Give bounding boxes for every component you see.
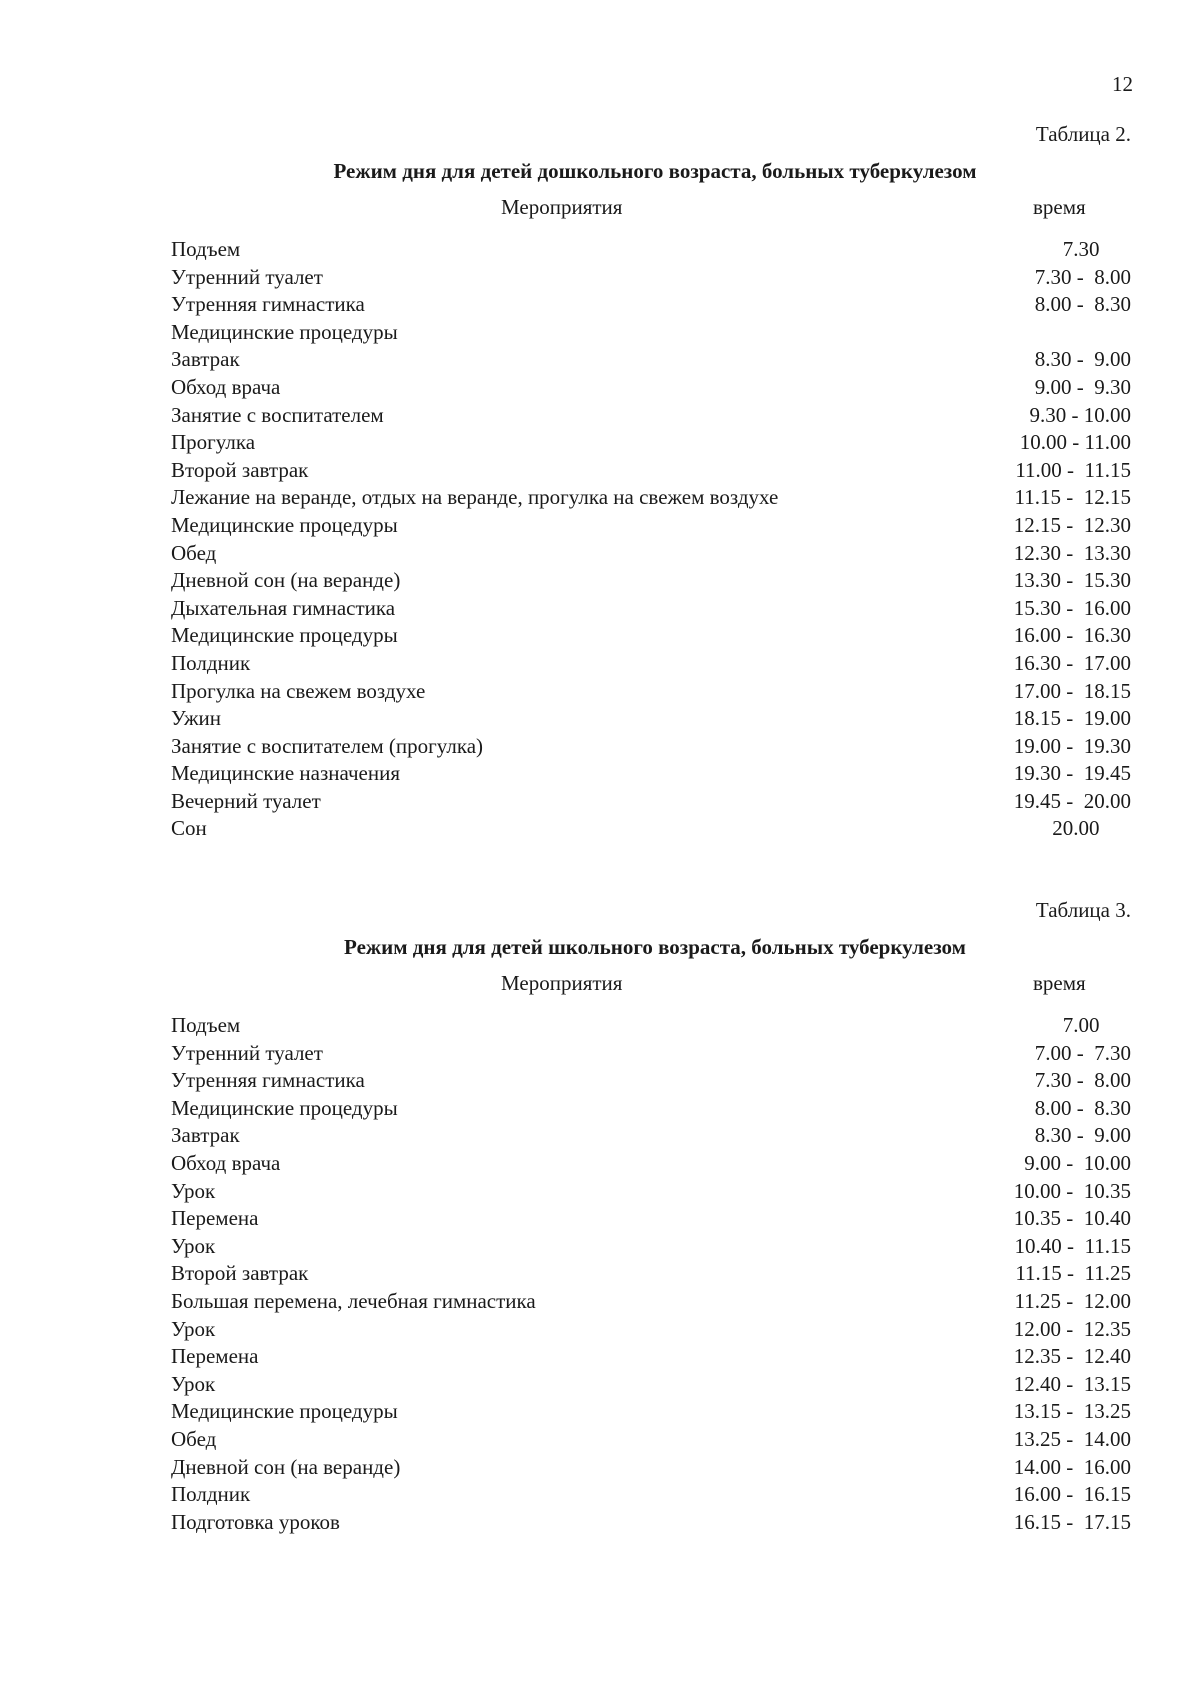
time-cell: 9.30 - 10.00 bbox=[1029, 402, 1131, 427]
table-row bbox=[171, 1205, 1131, 1233]
time-cell: 16.00 - 16.30 bbox=[1013, 623, 1131, 648]
table-row bbox=[171, 1095, 1131, 1123]
time-cell: 12.35 - 12.40 bbox=[1013, 1344, 1131, 1369]
table-row bbox=[171, 1122, 1131, 1150]
activity-cell: Медицинские процедуры bbox=[171, 1399, 398, 1424]
table-row bbox=[171, 1454, 1131, 1482]
activity-cell: Обед bbox=[171, 1426, 217, 1451]
time-cell: 13.25 - 14.00 bbox=[1013, 1426, 1131, 1451]
time-cell: 17.00 - 18.15 bbox=[1013, 678, 1131, 703]
activity-cell: Медицинские процедуры bbox=[171, 319, 398, 344]
time-cell: 8.30 - 9.00 bbox=[1034, 347, 1131, 372]
time-cell: 20.00 bbox=[1052, 816, 1131, 841]
column-header-time: время bbox=[1033, 195, 1086, 219]
activity-cell: Перемена bbox=[171, 1344, 259, 1369]
table-row bbox=[171, 1012, 1131, 1040]
time-cell: 9.00 - 9.30 bbox=[1034, 374, 1131, 399]
time-cell: 7.30 bbox=[1062, 237, 1131, 261]
time-cell: 10.40 - 11.15 bbox=[1014, 1233, 1131, 1258]
schedule-rows bbox=[171, 236, 1131, 843]
time-cell: 8.30 - 9.00 bbox=[1034, 1123, 1131, 1148]
table-row bbox=[171, 1371, 1131, 1399]
table-row bbox=[171, 1233, 1131, 1261]
time-cell: 10.00 - 11.00 bbox=[1019, 430, 1131, 455]
time-cell: 11.00 - 11.15 bbox=[1015, 457, 1131, 482]
table-row bbox=[171, 1260, 1131, 1288]
table-row bbox=[171, 457, 1131, 485]
time-cell: 10.00 - 10.35 bbox=[1013, 1178, 1131, 1203]
time-cell: 16.15 - 17.15 bbox=[1013, 1509, 1131, 1534]
time-cell: 9.00 - 10.00 bbox=[1024, 1150, 1131, 1175]
table-caption: Таблица 2. bbox=[1035, 122, 1131, 146]
activity-cell: Дневной сон (на веранде) bbox=[171, 568, 401, 593]
table-row bbox=[171, 678, 1131, 706]
activity-cell: Ужин bbox=[171, 706, 222, 731]
table-row bbox=[171, 402, 1131, 430]
table-row bbox=[171, 650, 1131, 678]
activity-cell: Завтрак bbox=[171, 1123, 240, 1148]
table-row bbox=[171, 264, 1131, 292]
time-cell: 12.40 - 13.15 bbox=[1013, 1371, 1131, 1396]
time-cell: 14.00 - 16.00 bbox=[1013, 1454, 1131, 1479]
time-cell: 19.30 - 19.45 bbox=[1013, 761, 1131, 786]
table-row bbox=[171, 346, 1131, 374]
activity-cell: Обед bbox=[171, 540, 217, 565]
activity-cell: Урок bbox=[171, 1316, 216, 1341]
column-header-activity: Мероприятия bbox=[501, 971, 623, 995]
table-title: Режим дня для детей дошкольного возраста, больных туберкулезом bbox=[333, 159, 977, 183]
activity-cell: Урок bbox=[171, 1233, 216, 1258]
time-cell: 12.00 - 12.35 bbox=[1013, 1316, 1131, 1341]
activity-cell: Медицинские процедуры bbox=[171, 1095, 398, 1120]
activity-cell: Дыхательная гимнастика bbox=[171, 595, 396, 620]
activity-cell: Дневной сон (на веранде) bbox=[171, 1454, 401, 1479]
activity-cell: Прогулка bbox=[171, 430, 256, 455]
time-cell: 11.15 - 12.15 bbox=[1014, 485, 1131, 510]
time-cell: 7.00 bbox=[1062, 1013, 1131, 1037]
table-row bbox=[171, 1398, 1131, 1426]
activity-cell: Обход врача bbox=[171, 1150, 281, 1175]
table-row bbox=[171, 1040, 1131, 1068]
table-row bbox=[171, 540, 1131, 568]
time-cell: 8.00 - 8.30 bbox=[1034, 1095, 1131, 1120]
activity-cell: Прогулка на свежем воздухе bbox=[171, 678, 426, 703]
table-row bbox=[171, 1316, 1131, 1344]
table-row bbox=[171, 429, 1131, 457]
time-cell: 7.30 - 8.00 bbox=[1034, 264, 1131, 289]
time-cell: 13.30 - 15.30 bbox=[1013, 568, 1131, 593]
table-row bbox=[171, 760, 1131, 788]
activity-cell: Второй завтрак bbox=[171, 457, 309, 482]
activity-cell: Завтрак bbox=[171, 347, 240, 372]
table-caption: Таблица 3. bbox=[1035, 898, 1131, 922]
activity-cell: Урок bbox=[171, 1371, 216, 1396]
column-header-activity: Мероприятия bbox=[501, 195, 623, 219]
time-cell: 15.30 - 16.00 bbox=[1013, 595, 1131, 620]
time-cell: 10.35 - 10.40 bbox=[1013, 1206, 1131, 1231]
time-cell: 19.00 - 19.30 bbox=[1013, 733, 1131, 758]
activity-cell: Полдник bbox=[171, 1482, 251, 1507]
table-header bbox=[171, 191, 1131, 235]
table-row bbox=[171, 622, 1131, 650]
table-title: Режим дня для детей школьного возраста, больных туберкулезом bbox=[344, 935, 966, 959]
page-number: 12 bbox=[1112, 72, 1133, 96]
table-row bbox=[171, 1150, 1131, 1178]
activity-cell: Занятие с воспитателем bbox=[171, 402, 384, 427]
time-cell: 16.30 - 17.00 bbox=[1013, 650, 1131, 675]
activity-cell: Обход врача bbox=[171, 374, 281, 399]
table-row bbox=[171, 291, 1131, 319]
activity-cell: Полдник bbox=[171, 650, 251, 675]
table-row bbox=[171, 705, 1131, 733]
time-cell: 11.15 - 11.25 bbox=[1015, 1261, 1131, 1286]
time-cell: 16.00 - 16.15 bbox=[1013, 1482, 1131, 1507]
table-header bbox=[171, 967, 1131, 1011]
time-cell: 7.30 - 8.00 bbox=[1034, 1068, 1131, 1093]
time-cell: 8.00 - 8.30 bbox=[1034, 292, 1131, 317]
time-cell: 11.25 - 12.00 bbox=[1014, 1288, 1131, 1313]
table-3-section bbox=[171, 893, 1131, 1536]
activity-cell: Медицинские процедуры bbox=[171, 512, 398, 537]
table-row bbox=[171, 236, 1131, 264]
activity-cell: Утренний туалет bbox=[171, 264, 323, 289]
table-row bbox=[171, 1426, 1131, 1454]
activity-cell: Перемена bbox=[171, 1206, 259, 1231]
column-header-time: время bbox=[1033, 971, 1086, 995]
time-cell: 13.15 - 13.25 bbox=[1013, 1399, 1131, 1424]
table-row bbox=[171, 733, 1131, 761]
activity-cell: Утренний туалет bbox=[171, 1040, 323, 1065]
table-row bbox=[171, 1481, 1131, 1509]
table-row bbox=[171, 788, 1131, 816]
table-row bbox=[171, 484, 1131, 512]
table-row bbox=[171, 374, 1131, 402]
time-cell: 12.15 - 12.30 bbox=[1013, 512, 1131, 537]
time-cell: 19.45 - 20.00 bbox=[1013, 788, 1131, 813]
time-cell: 18.15 - 19.00 bbox=[1013, 706, 1131, 731]
activity-cell: Подъем bbox=[171, 1013, 241, 1037]
table-row bbox=[171, 1067, 1131, 1095]
table-row bbox=[171, 595, 1131, 623]
table-row bbox=[171, 319, 1131, 347]
activity-cell: Сон bbox=[171, 816, 207, 841]
table-row bbox=[171, 1288, 1131, 1316]
activity-cell: Медицинские назначения bbox=[171, 761, 401, 786]
activity-cell: Вечерний туалет bbox=[171, 788, 321, 813]
table-2-section bbox=[171, 117, 1131, 843]
activity-cell: Лежание на веранде, отдых на веранде, прогулка на свежем воздухе bbox=[171, 485, 779, 510]
table-row bbox=[171, 1178, 1131, 1206]
activity-cell: Утренняя гимнастика bbox=[171, 1068, 365, 1093]
activity-cell: Медицинские процедуры bbox=[171, 623, 398, 648]
activity-cell: Большая перемена, лечебная гимнастика bbox=[171, 1288, 536, 1313]
table-row bbox=[171, 567, 1131, 595]
table-row bbox=[171, 1509, 1131, 1537]
table-row bbox=[171, 1343, 1131, 1371]
activity-cell: Второй завтрак bbox=[171, 1261, 309, 1286]
schedule-rows bbox=[171, 1012, 1131, 1536]
activity-cell: Подъем bbox=[171, 237, 241, 261]
activity-cell: Утренняя гимнастика bbox=[171, 292, 365, 317]
table-row bbox=[171, 815, 1131, 843]
activity-cell: Подготовка уроков bbox=[171, 1509, 340, 1534]
activity-cell: Занятие с воспитателем (прогулка) bbox=[171, 733, 484, 758]
activity-cell: Урок bbox=[171, 1178, 216, 1203]
time-cell: 7.00 - 7.30 bbox=[1034, 1040, 1131, 1065]
time-cell: 12.30 - 13.30 bbox=[1013, 540, 1131, 565]
table-row bbox=[171, 512, 1131, 540]
time-cell bbox=[991, 319, 1131, 347]
